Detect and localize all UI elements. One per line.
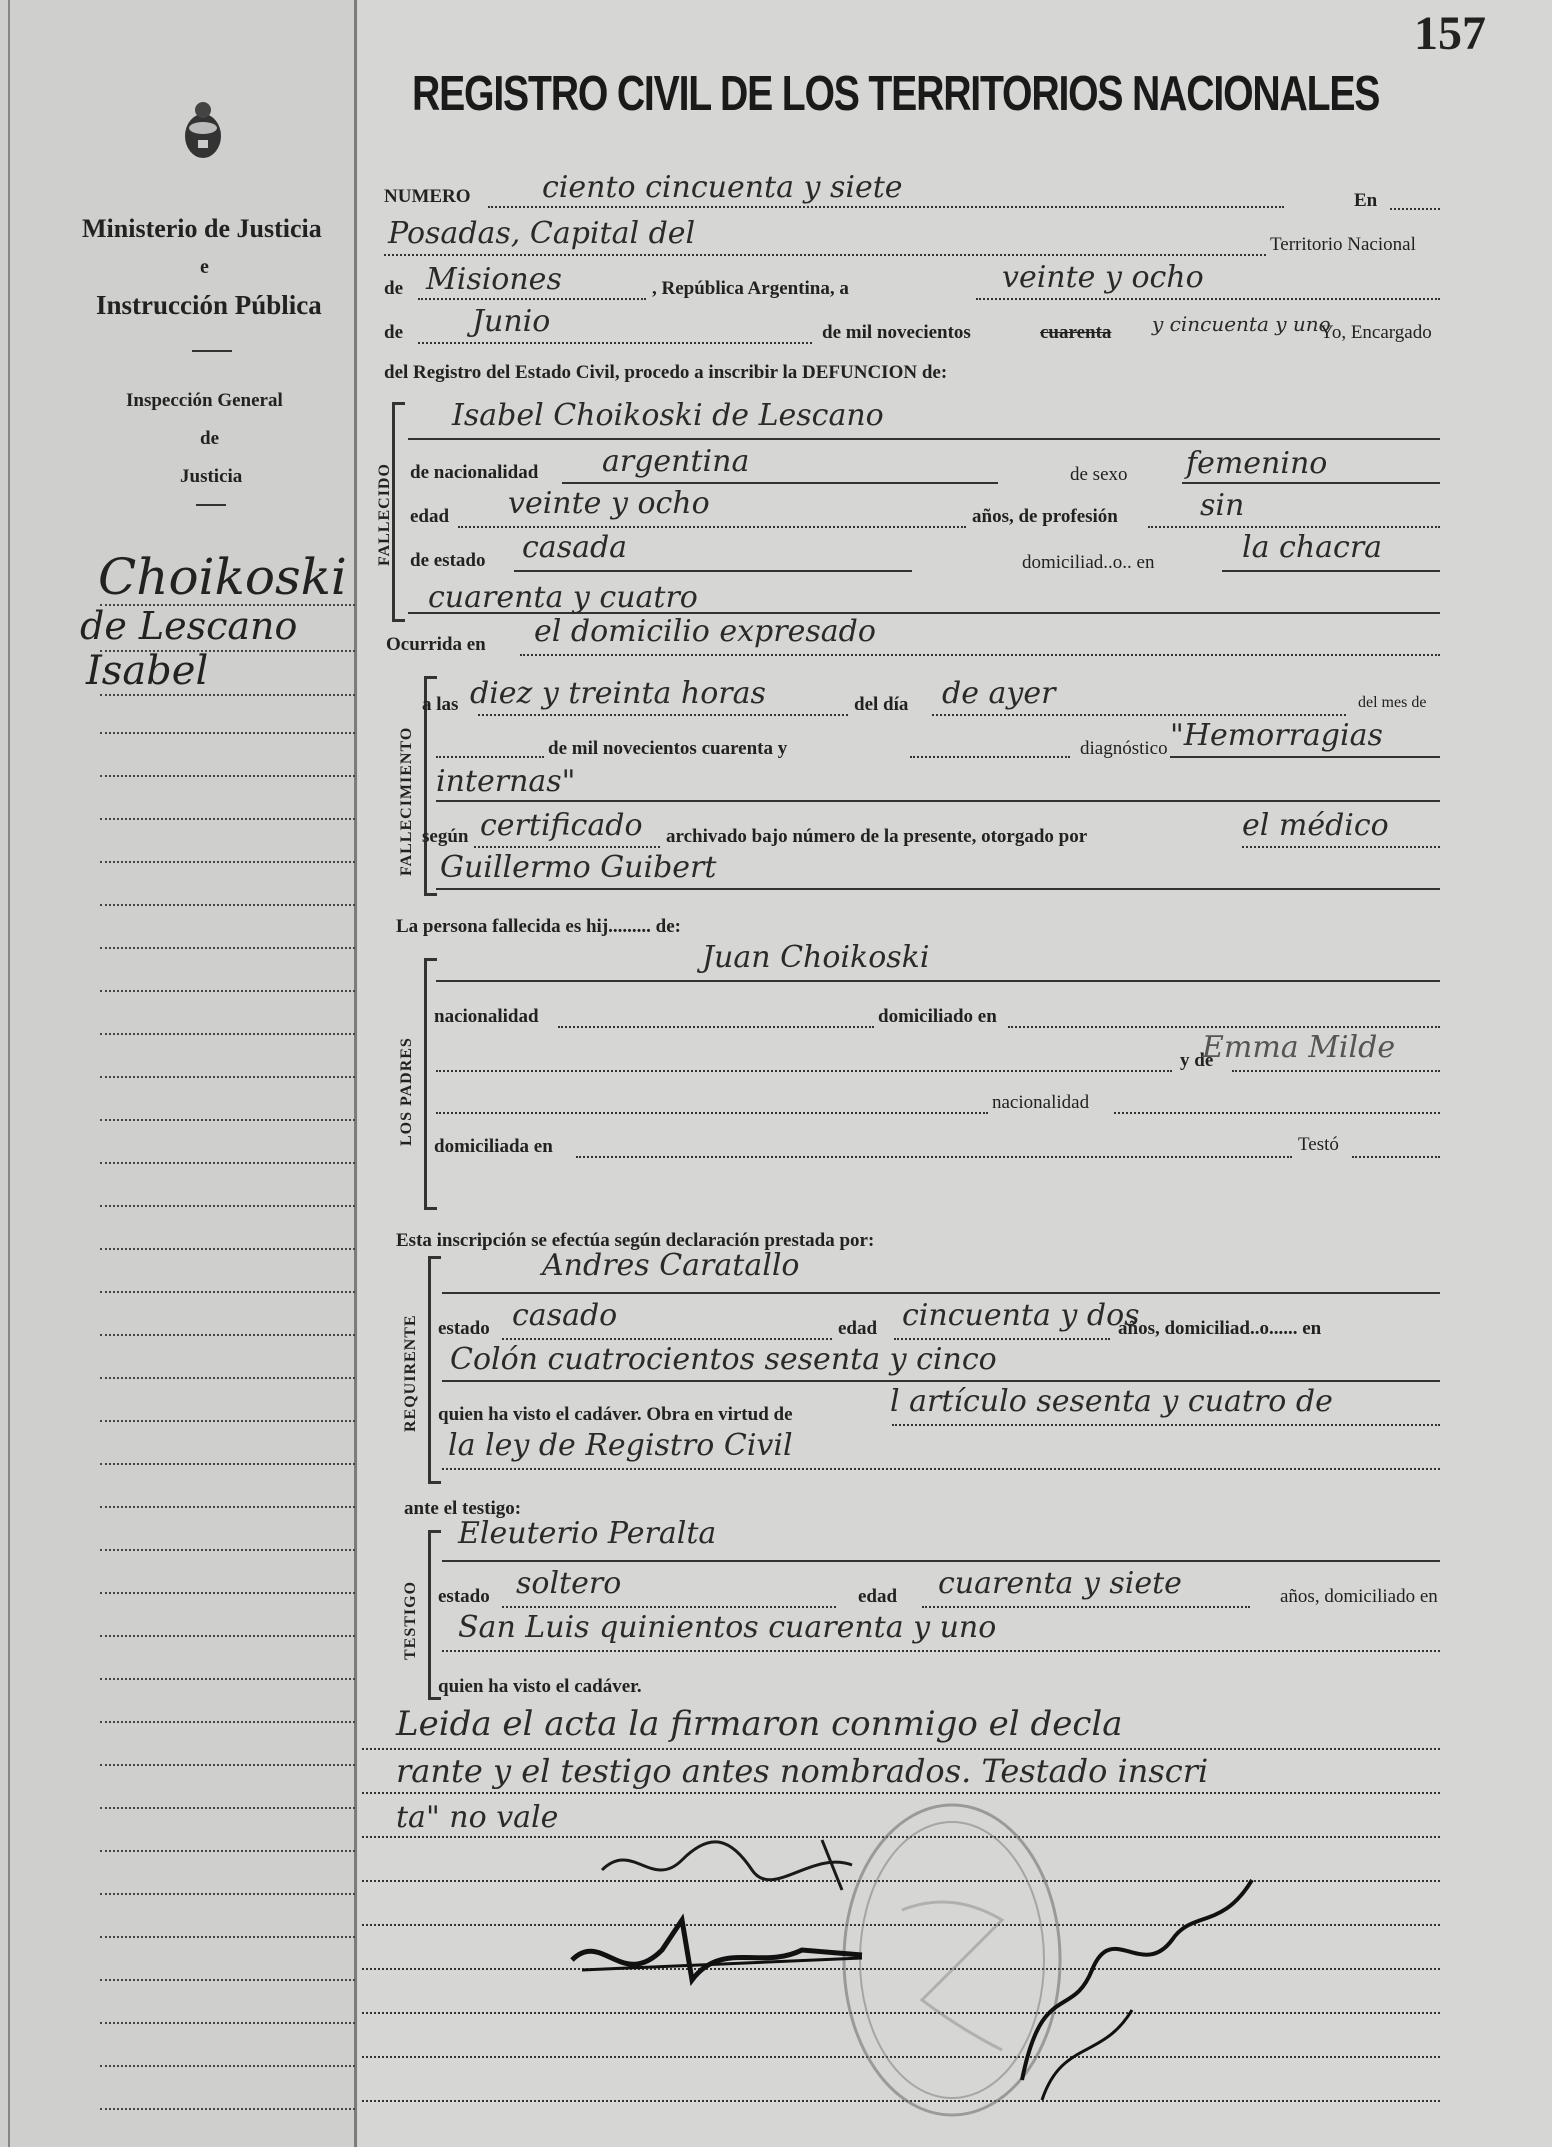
inspection-line1: Inspección General: [126, 390, 283, 411]
domiciliado-label: domiciliad..o.. en: [1022, 552, 1155, 573]
month-value: Junio: [472, 304, 551, 339]
testigo-section-label: TESTIGO: [402, 1580, 419, 1660]
deceased-name: Isabel Choikoski de Lescano: [452, 398, 884, 433]
signature-2: [562, 1900, 922, 2010]
territorio-label: Territorio Nacional: [1270, 234, 1416, 255]
archivado-label: archivado bajo número de la presente, otorgado por: [666, 826, 1088, 847]
territory-value: Misiones: [426, 262, 562, 297]
requirente-edad-label: edad: [838, 1318, 878, 1339]
fallecimiento-section-label: FALLECIMIENTO: [398, 726, 415, 876]
signature-3: [982, 1860, 1282, 2120]
inspection-divider: [196, 504, 226, 506]
registro-text: del Registro del Estado Civil, procedo a inscribir la DEFUNCION de:: [384, 362, 948, 383]
requirente-estado-label: estado: [438, 1318, 490, 1339]
requirente-name: Andres Caratallo: [542, 1248, 800, 1283]
page-number: 157: [1414, 7, 1486, 60]
testigo-edad-value: cuarenta y siete: [938, 1566, 1182, 1601]
padres-nacionalidad-label: nacionalidad: [434, 1006, 539, 1027]
requirente-domiciliad-label: años, domiciliad..o...... en: [1118, 1318, 1322, 1339]
testigo-name: Eleuterio Peralta: [458, 1516, 717, 1551]
closing-line-3: ta" no vale: [396, 1800, 559, 1835]
padres-nacionalidad2-label: nacionalidad: [992, 1092, 1090, 1113]
ministry-divider: [192, 350, 232, 352]
requirente-section-label: REQUIRENTE: [402, 1314, 419, 1432]
place-value: Posadas, Capital del: [388, 216, 696, 251]
ministry-conj: e: [200, 256, 209, 278]
year-value: y cincuenta y uno: [1152, 312, 1331, 336]
testigo-domiciliado-label: años, domiciliado en: [1280, 1586, 1438, 1607]
testigo-quien-label: quien ha visto el cadáver.: [438, 1676, 642, 1697]
requirente-bracket: [428, 1256, 441, 1484]
testigo-intro: ante el testigo:: [404, 1498, 522, 1519]
encargado-label: Yo, Encargado: [1320, 322, 1432, 343]
form-area: [362, 0, 1552, 2147]
segun-label: según: [422, 826, 469, 847]
testo-label: Testó: [1298, 1134, 1339, 1155]
form-title: REGISTRO CIVIL DE LOS TERRITORIOS NACIONALES: [412, 67, 1380, 121]
testigo-estado-value: soltero: [516, 1566, 622, 1601]
y-de-label: y de: [1180, 1050, 1214, 1071]
ministry-line2: Instrucción Pública: [96, 290, 322, 320]
sexo-label: de sexo: [1070, 464, 1128, 485]
estado-value: casada: [522, 530, 628, 565]
edad-label: edad: [410, 506, 450, 527]
requirente-virtud-value: l artículo sesenta y cuatro de: [890, 1384, 1333, 1419]
requirente-edad-value: cincuenta y dos: [902, 1298, 1140, 1333]
del-dia-label: del día: [854, 694, 909, 715]
year-struck: cuarenta: [1040, 322, 1112, 343]
republica-label: , República Argentina, a: [652, 278, 849, 299]
domiciliada-label: domiciliada en: [434, 1136, 553, 1157]
estado-label: de estado: [410, 550, 486, 571]
requirente-domicilio-value: Colón cuatrocientos sesenta y cinco: [450, 1342, 997, 1377]
closing-line-1: Leida el acta la firmaron conmigo el decla: [396, 1704, 1123, 1744]
requirente-intro: Esta inscripción se efectúa según declaración prestada por:: [396, 1230, 875, 1251]
profesion-label: años, de profesión: [972, 506, 1118, 527]
day-value: veinte y ocho: [1002, 260, 1204, 295]
margin-name-1: Choikoski: [98, 548, 347, 606]
binding-edge: [8, 0, 10, 2147]
ocurrida-label: Ocurrida en: [386, 634, 486, 655]
testigo-edad-label: edad: [858, 1586, 898, 1607]
inspection-line3: Justicia: [180, 466, 243, 487]
nacionalidad-label: de nacionalidad: [410, 462, 539, 483]
sexo-value: femenino: [1186, 446, 1328, 481]
fallecido-section-label: FALLECIDO: [376, 463, 393, 566]
anio-label: de mil novecientos cuarenta y: [548, 738, 788, 759]
padres-section-label: LOS PADRES: [398, 1037, 415, 1146]
father-value: Juan Choikoski: [702, 940, 930, 975]
column-divider: [354, 0, 357, 2147]
domicilio-value-2: cuarenta y cuatro: [428, 580, 698, 615]
closing-line-2: rante y el testigo antes nombrados. Testado inscri: [396, 1752, 1209, 1790]
left-margin-column: [0, 0, 358, 2147]
padres-bracket: [424, 958, 437, 1210]
en-label: En: [1354, 190, 1378, 211]
mother-value: Emma Milde: [1202, 1030, 1396, 1065]
diagnostico-label: diagnóstico: [1080, 738, 1168, 759]
padres-intro: La persona fallecida es hij......... de:: [396, 916, 681, 937]
nacionalidad-value: argentina: [602, 444, 750, 479]
diagnostico-value: "Hemorragias: [1170, 718, 1383, 753]
requirente-virtud-value-2: la ley de Registro Civil: [448, 1428, 793, 1463]
margin-name-2: de Lescano: [80, 604, 298, 648]
medico-value: Guillermo Guibert: [440, 850, 717, 885]
requirente-quien-label: quien ha visto el cadáver. Obra en virtud de: [438, 1404, 793, 1425]
testigo-domicilio-value: San Luis quinientos cuarenta y uno: [458, 1610, 997, 1645]
margin-name-3: Isabel: [86, 648, 209, 694]
ocurrida-value: el domicilio expresado: [534, 614, 876, 649]
testigo-bracket: [428, 1530, 441, 1700]
inspection-line2: de: [200, 428, 219, 449]
domicilio-value: la chacra: [1242, 530, 1383, 565]
argentine-coat-of-arms-icon: [178, 100, 228, 162]
mes-label: del mes de: [1358, 694, 1427, 711]
hora-value: diez y treinta horas: [470, 676, 766, 711]
edad-value: veinte y ocho: [508, 486, 710, 521]
dia-value: de ayer: [942, 676, 1056, 711]
numero-value: ciento cincuenta y siete: [542, 170, 903, 205]
otorgado-value: el médico: [1242, 808, 1389, 843]
testigo-estado-label: estado: [438, 1586, 490, 1607]
numero-label: NUMERO: [384, 186, 471, 207]
de-label: de: [384, 278, 403, 299]
year-label: de mil novecientos: [822, 322, 971, 343]
signature-1: [592, 1830, 872, 1900]
ministry-line1: Ministerio de Justicia: [82, 214, 322, 243]
de-label-2: de: [384, 322, 403, 343]
a-las-label: a las: [422, 694, 459, 715]
certificado-value: certificado: [480, 808, 643, 843]
padres-domiciliado-label: domiciliado en: [878, 1006, 997, 1027]
diagnostico-value-2: internas": [436, 764, 576, 799]
profesion-value: sin: [1200, 488, 1245, 523]
requirente-estado-value: casado: [512, 1298, 618, 1333]
